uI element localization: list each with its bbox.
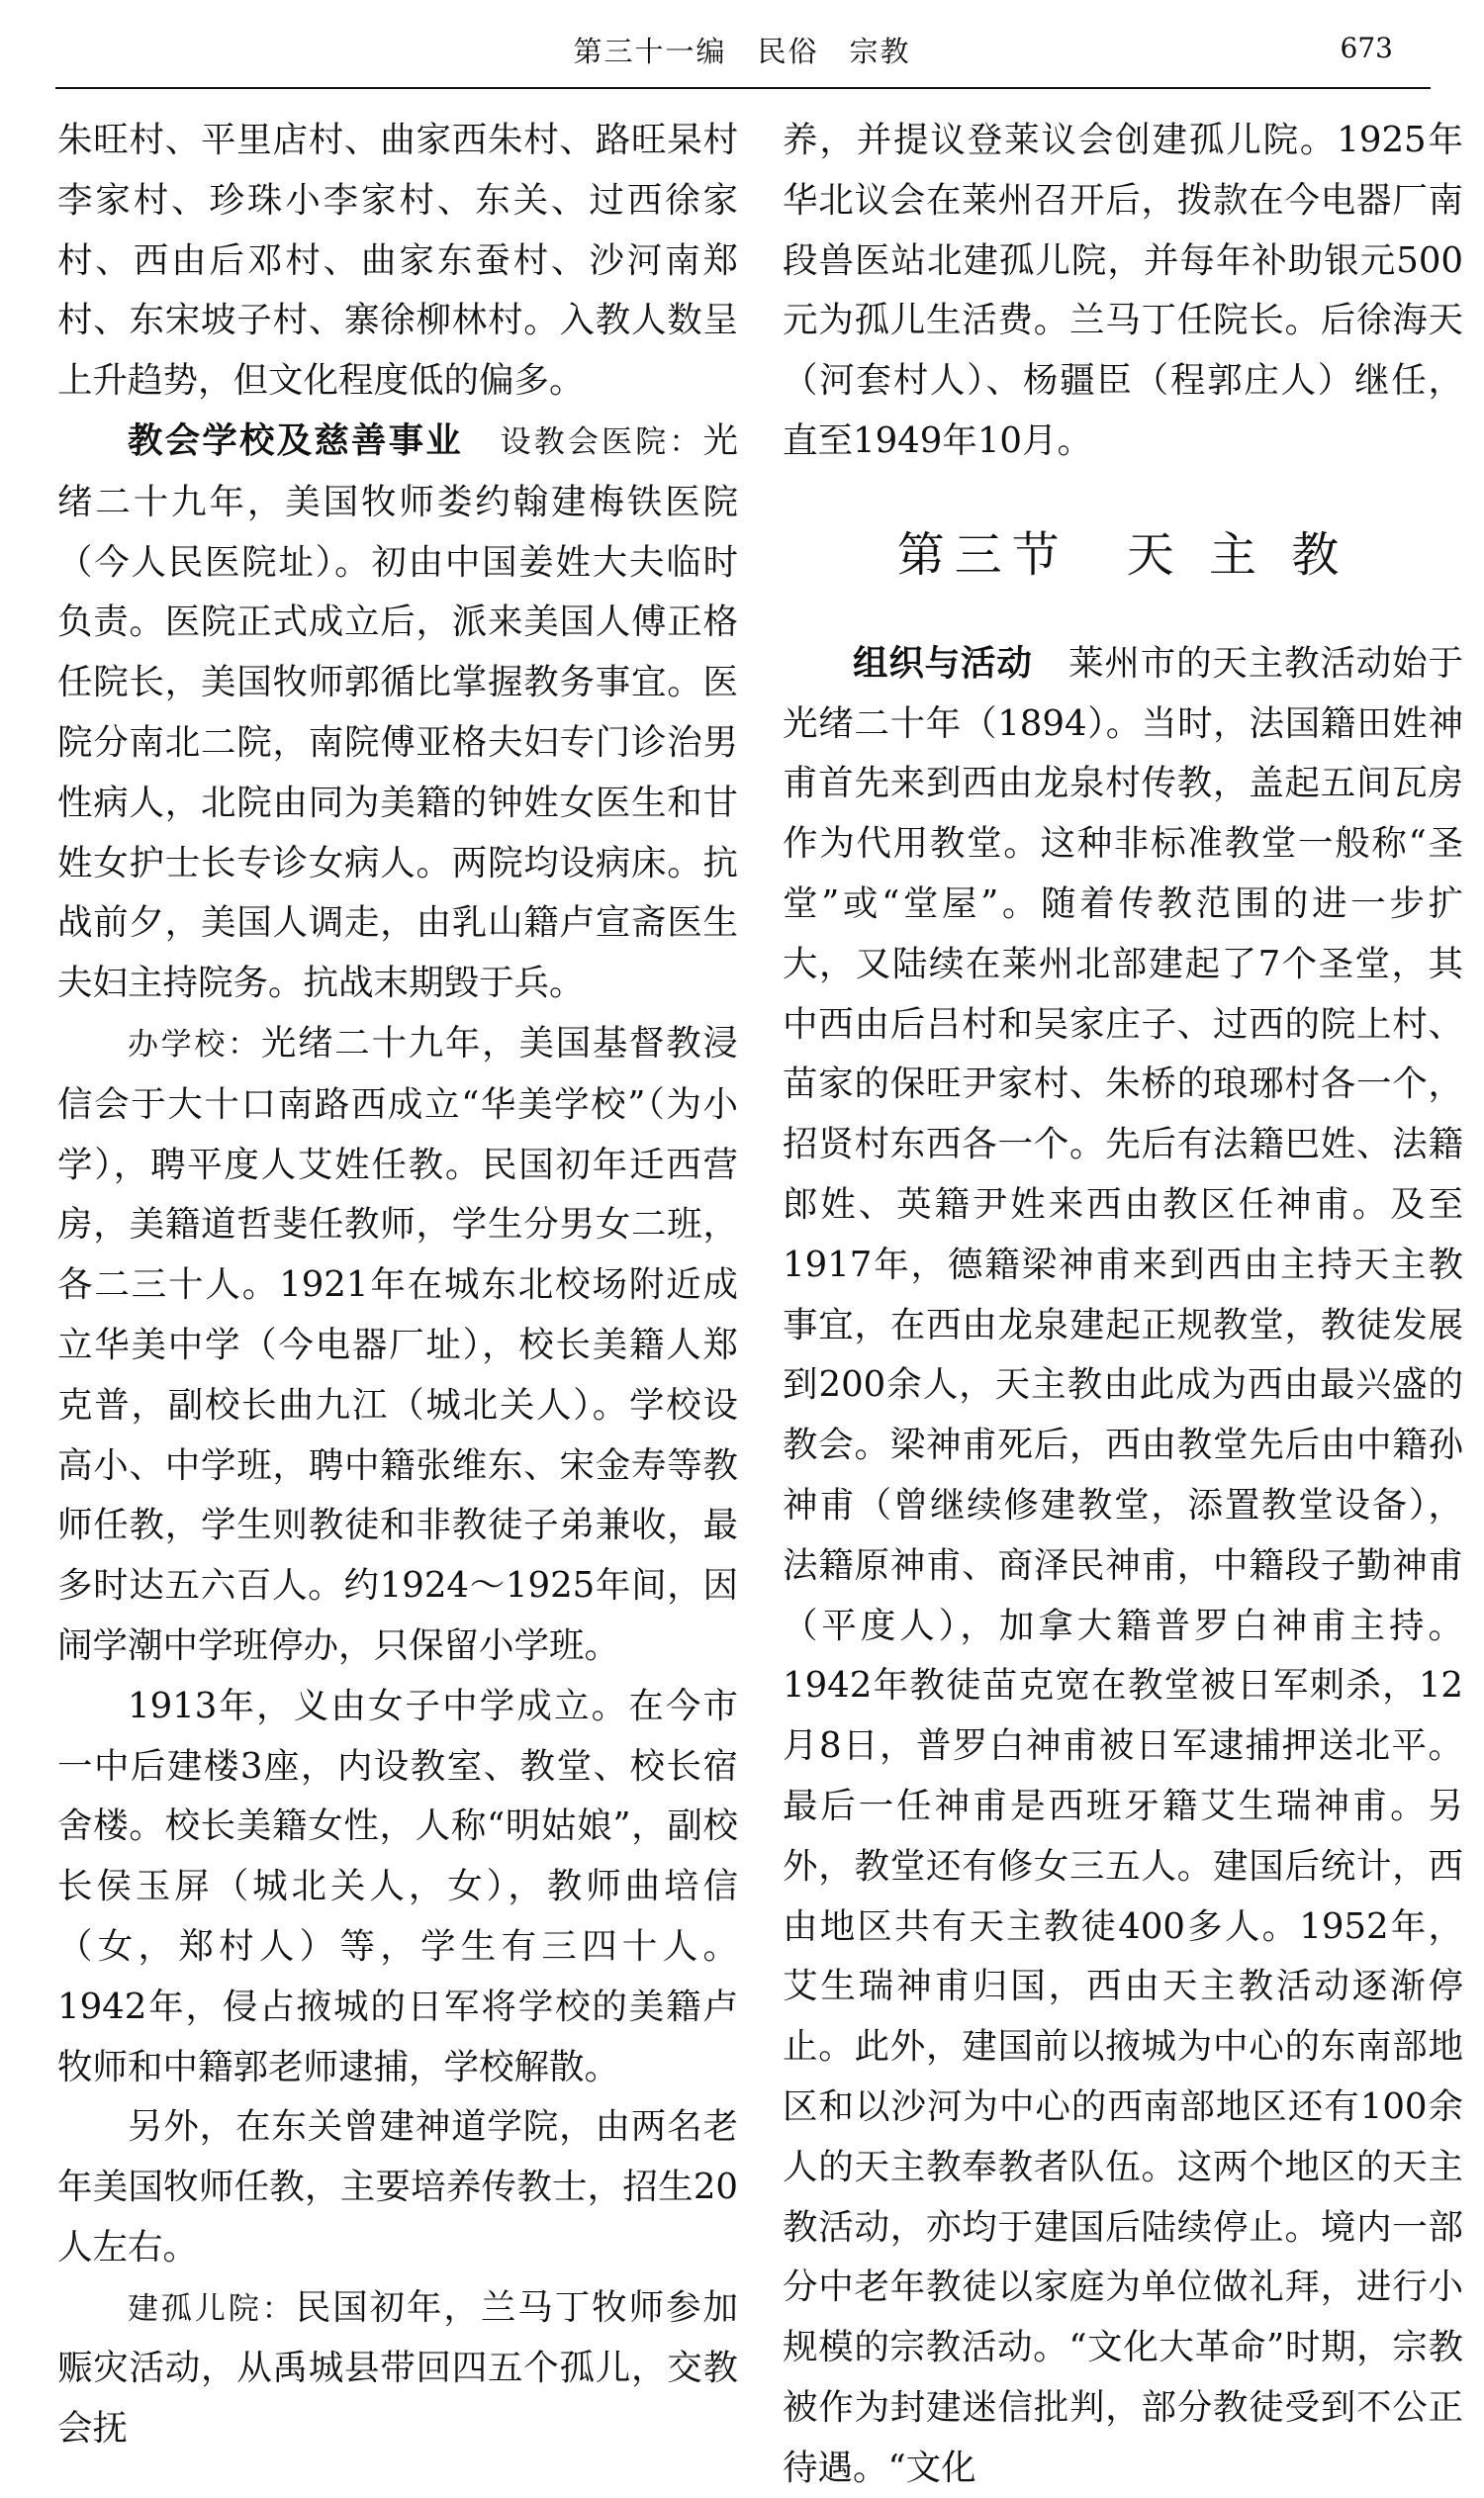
section-heading-catholicism: 第三节 天 主 教 <box>896 526 1349 583</box>
page-header <box>0 0 1484 91</box>
paragraph-text-hospital: 光绪二十九年，美国牧师娄约翰建梅铁医院（今人民医院址）。初由中国姜姓大夫临时负责。医院正式成立后，派来美国人傅正格任院长，美国牧师郭循比掌握教务事宜。医院分南北二院，南院傅亚格夫妇专门诊治男性病人，北院由同为美籍的钟姓女医生和甘姓女护士长专诊女病人。两院均设病床。抗战前夕，美国人调走，由乳山籍卢宣斋医生夫妇主持院务。抗战末期毁于兵。 <box>57 419 738 1004</box>
subsection-heading-organization: 组织与活动 <box>853 642 1033 684</box>
paragraph-organization-activities <box>783 634 1463 2498</box>
right-column <box>783 111 1463 2498</box>
item-label-schools: 办学校： <box>128 1026 261 1063</box>
item-label-hospital: 设教会医院： <box>500 423 703 460</box>
paragraph-church-hospital <box>57 412 738 1014</box>
paragraph-text-organization: 莱州市的天主教活动始于光绪二十年（1894）。当时，法国籍田姓神甫首先来到西由龙泉村传教，盖起五间瓦房作为代用教堂。这种非标准教堂一般称“圣堂”或“堂屋”。随着传教范围的进一步扩大，又陆续在莱州北部建起了7个圣堂，其中西由后吕村和吴家庄子、过西的院上村、苗家的保旺尹家村、朱桥的琅琊村各一个，招贤村东西各一个。先后有法籍巴姓、法籍郎姓、英籍尹姓来西由教区任神甫。及至1917年，德籍梁神甫来到西由主持天主教事宜，在西由龙泉建起正规教堂，教徒发展到200余人，天主教由此成为西由最兴盛的教会。梁神甫死后，西由教堂先后由中籍孙神甫（曾继续修建教堂，添置教堂设备），法籍原神甫、商泽民神甫，中籍段子勤神甫（平度人），加拿大籍普罗白神甫主持。1942年教徒苗克宽在教堂被日军刺杀，12月8日，普罗白神甫被日军逮捕押送北平。最后一任神甫是西班牙籍艾生瑞神甫。另外，教堂还有修女三五人。建国后统计，西由地区共有天主教徒400多人。1952年，艾生瑞神甫归国，西由天主教活动逐渐停止。此外，建国前以掖城为中心的东南部地区和以沙河为中心的西南部地区还有100余人的天主教奉教者队伍。这两个地区的天主教活动，亦均于建国后陆续停止。境内一部分中老年教徒以家庭为单位做礼拜，进行小规模的宗教活动。“文化大革命”时期，宗教被作为封建迷信批判，部分教徒受到不公正待遇。“文化 <box>783 642 1463 2488</box>
subsection-heading-schools-charity: 教会学校及慈善事业 <box>128 419 463 461</box>
paragraph-girls-school: 1913年，义由女子中学成立。在今市一中后建楼3座，内设教室、教堂、校长宿舍楼。校长美籍女性，人称“明姑娘”，副校长侯玉屏（城北关人，女），教师曲培信（女，郑村人）等，学生有三四十人。1942年，侵占掖城的日军将学校的美籍卢牧师和中籍郭老师逮捕，学校解散。 <box>57 1685 738 2087</box>
paragraph-text-orphanage: 民国初年，兰马丁牧师参加赈灾活动，从禹城县带回四五个孤儿，交教会抚 <box>57 2286 738 2450</box>
paragraph-village-list: 朱旺村、平里店村、曲家西朱村、路旺杲村李家村、珍珠小李家村、东关、过西徐家村、西由后邓村、曲家东蚕村、沙河南郑村、东宋坡子村、寨徐柳林村。入教人数呈上升趋势，但文化程度低的偏多。 <box>57 120 738 402</box>
header-rule <box>55 87 1431 89</box>
left-column <box>57 111 738 2459</box>
item-label-orphanage: 建孤儿院： <box>128 2290 296 2327</box>
page-number: 673 <box>1340 32 1393 64</box>
paragraph-orphanage <box>57 2278 738 2459</box>
paragraph-seminary: 另外，在东关曾建神道学院，由两名老年美国牧师任教，主要培养传教士，招生20人左右。 <box>57 2106 738 2267</box>
paragraph-schools <box>57 1014 738 1677</box>
paragraph-text-schools: 光绪二十九年，美国基督教浸信会于大十口南路西成立“华美学校”（为小学），聘平度人艾姓任教。民国初年迁西营房，美籍道哲斐任教师，学生分男女二班，各二三十人。1921年在城东北校场附近成立华美中学（今电器厂址），校长美籍人郑克普，副校长曲九江（城北关人）。学校设高小、中学班，聘中籍张维东、宋金寿等教师任教，学生则教徒和非教徒子弟兼收，最多时达五六百人。约1924～1925年间，因闹学潮中学班停办，只保留小学班。 <box>57 1022 738 1666</box>
running-header-title: 第三十一编 民俗 宗教 <box>573 35 911 68</box>
paragraph-orphanage-continued: 养，并提议登莱议会创建孤儿院。1925年华北议会在莱州召开后，拨款在今电器厂南段兽医站北建孤儿院，并每年补助银元500元为孤儿生活费。兰马丁任院长。后徐海天（河套村人）、杨疆臣（程郭庄人）继任，直至1949年10月。 <box>783 120 1463 461</box>
